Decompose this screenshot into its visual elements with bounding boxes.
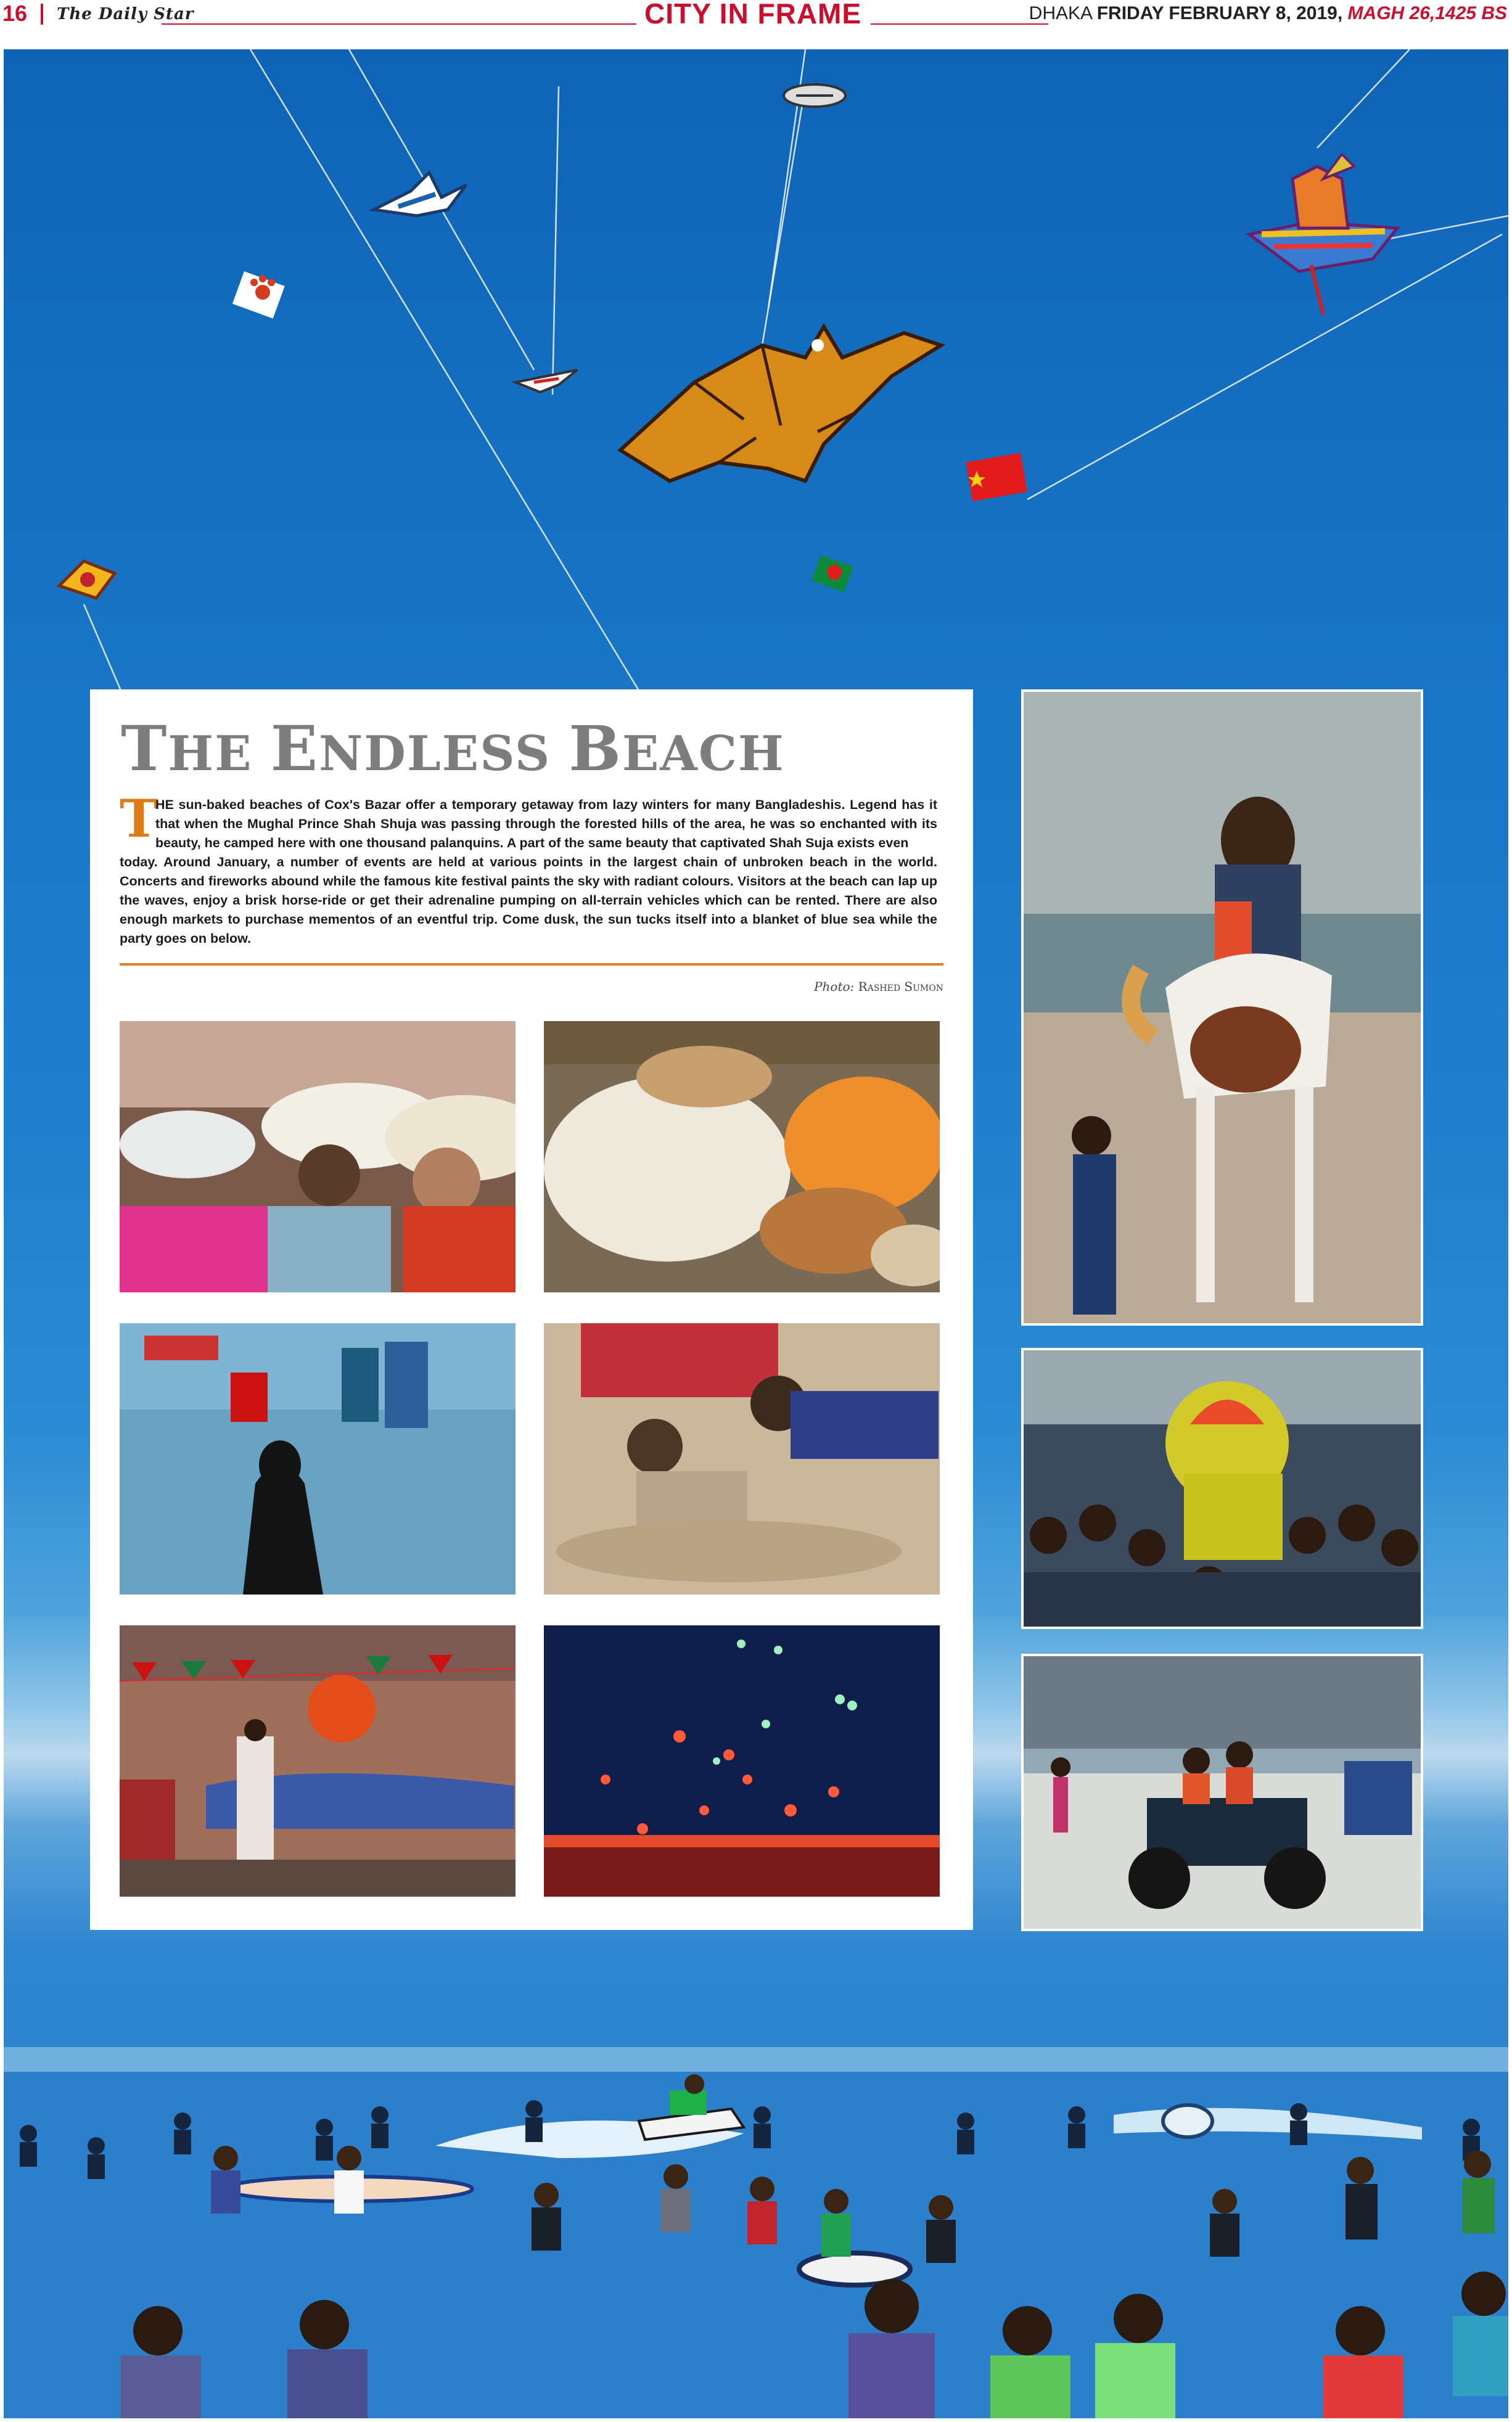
eagle-kite (620, 327, 941, 481)
headline-cap-b: B (569, 712, 622, 785)
photo-woman-in-sea (120, 1323, 516, 1595)
masthead (0, 0, 1512, 32)
flag-kite-green (811, 555, 853, 592)
bird-kite-colourful (1249, 154, 1397, 314)
headline-cap-e: E (270, 712, 319, 785)
drop-cap: T (120, 788, 158, 849)
photo-woman-in-sea-image (120, 1323, 516, 1595)
masthead-divider (41, 4, 43, 25)
dateline-date: FRIDAY FEBRUARY 8, 2019, (1096, 3, 1343, 23)
article-body-first: HE sun-baked beaches of Cox's Bazar offer a temporary getaway from lazy winters for many Bangladeshis. Legend has it that when the Mughal Prince Shah Shuja was passing through the forested hills of the area, he was so enchanted with its beauty, he camped here with one thousand palanquins. A part of the same beauty that captivated Shah Suja exists even (155, 797, 937, 850)
article-body (120, 788, 937, 948)
masthead-rule-left (162, 23, 636, 25)
divider-rule (120, 963, 943, 966)
photo-men-in-sand-image (544, 1323, 940, 1595)
photo-women-in-hats (120, 1021, 516, 1292)
headline (121, 712, 785, 791)
section-title: CITY IN FRAME (644, 0, 862, 30)
headline-each: EACH (622, 726, 785, 782)
headline-ndless: NDLESS (318, 726, 569, 782)
photo-credit (814, 979, 943, 994)
bird-kite (374, 173, 466, 216)
photo-sunset (120, 1625, 516, 1897)
photo-lion-dance-crowd (1021, 1348, 1423, 1629)
photo-lion-dance-crowd-image (1024, 1350, 1421, 1627)
photo-atv-ride-image (1024, 1656, 1421, 1929)
dateline-bangla-date: MAGH 26,1425 BS (1347, 3, 1507, 23)
dateline-city: DHAKA (1029, 3, 1092, 23)
photo-horse-ride (1021, 689, 1423, 1326)
photo-horse-ride-image (1024, 692, 1421, 1323)
photo-credit-name: Rashed Sumon (858, 979, 943, 994)
masthead-rule-right (871, 23, 1048, 25)
article-card (90, 689, 973, 1930)
photo-men-in-sand (544, 1323, 940, 1595)
headline-cap-t: T (121, 712, 168, 785)
photo-credit-label: Photo: (814, 979, 858, 994)
photo-sky-lanterns (544, 1625, 940, 1897)
flag-kite-red (966, 453, 1027, 501)
photo-shells-and-coral-image (544, 1021, 940, 1292)
photo-sky-lanterns-image (544, 1625, 940, 1897)
fish-kite (784, 84, 845, 107)
small-bird-kite (516, 370, 577, 392)
photo-women-in-hats-image (120, 1021, 516, 1292)
fish-kite-left (59, 561, 115, 598)
paper-name: The Daily Star (57, 5, 194, 23)
article-body-rest: today. Around January, a number of events are held at various points in the largest chain of unbroken beach in the world. Concerts and fireworks abound while the famous kite festival paints the sky with radiant colours. Visitors at the beach can lap up the waves, enjoy a brisk horse-ride or get their adrenaline pumping on all-terrain vehicles which can be rented. There are also enough markets to purchase mementos of an eventful trip. Come dusk, the sun tucks itself into a blanket of blue sea while the party goes on below. (120, 855, 937, 946)
photo-shells-and-coral (544, 1021, 940, 1292)
paw-kite (232, 271, 285, 319)
photo-atv-ride (1021, 1654, 1423, 1931)
page-number: 16 (2, 1, 28, 26)
issue-date (1029, 1, 1507, 26)
photo-sunset-image (120, 1625, 516, 1897)
headline-he: HE (168, 726, 271, 782)
